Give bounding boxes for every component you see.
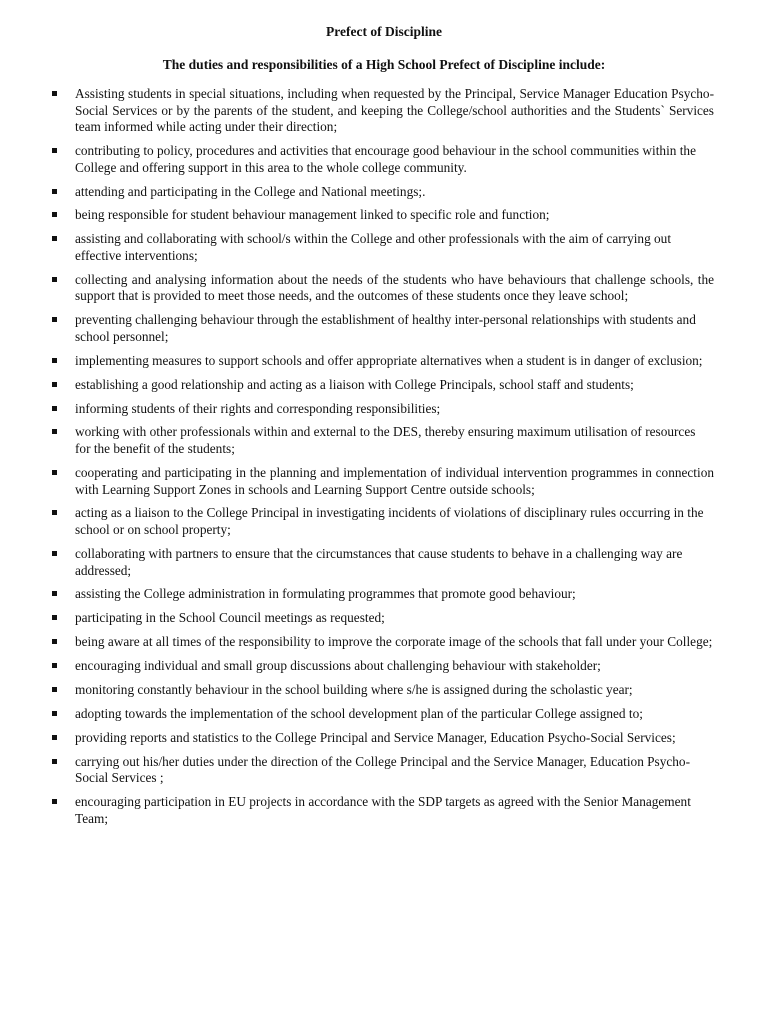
page-subtitle: The duties and responsibilities of a High School Prefect of Discipline include: — [162, 57, 606, 72]
list-item — [52, 424, 714, 457]
bullet-icon — [52, 639, 57, 644]
list-item-text: monitoring constantly behaviour in the school building where s/he is assigned during the scholastic year; — [75, 681, 633, 697]
list-item-text: establishing a good relationship and acting as a liaison with College Principals, school staff and students; — [75, 376, 634, 392]
list-item-text: providing reports and statistics to the College Principal and Service Manager, Education Psycho-Social Services; — [75, 729, 676, 745]
list-item-text: working with other professionals within and external to the DES, thereby ensuring maximum utilisation of resources for the benefit of the students; — [75, 424, 696, 457]
bullet-icon — [52, 91, 57, 96]
list-item — [52, 207, 714, 224]
list-item-text: Assisting students in special situations, including when requested by the Principal, Service Manager Education Psycho-Social Services or by the parents of the student, and keeping the College/school authorities and the Students` Services team informed while acting under their direction; — [75, 86, 714, 135]
list-item — [52, 505, 714, 538]
bullet-icon — [52, 735, 57, 740]
bullet-icon — [52, 189, 57, 194]
list-item-text: being responsible for student behaviour management linked to specific role and function; — [75, 207, 550, 223]
list-item — [52, 231, 714, 264]
list-item — [52, 658, 714, 675]
bullet-icon — [52, 510, 57, 515]
list-item-text: contributing to policy, procedures and activities that encourage good behaviour in the school communities within the College and offering support in this area to the whole college community. — [75, 143, 696, 175]
bullet-icon — [52, 470, 57, 475]
list-item — [52, 272, 714, 305]
list-item-text: adopting towards the implementation of the school development plan of the particular College assigned to; — [75, 705, 643, 721]
list-item — [52, 706, 714, 723]
list-item — [52, 754, 714, 787]
bullet-icon — [52, 615, 57, 620]
list-item-text: acting as a liaison to the College Principal in investigating incidents of violations of disciplinary rules occurring in the school or on school property; — [75, 505, 704, 538]
list-item-text: encouraging participation in EU projects in accordance with the SDP targets as agreed with the Senior Management Team; — [75, 794, 691, 826]
bullet-icon — [52, 799, 57, 804]
list-item — [52, 312, 714, 345]
bullet-icon — [52, 759, 57, 764]
list-item-text: implementing measures to support schools and offer appropriate alternatives when a student is in danger of exclusion; — [75, 352, 703, 368]
list-item — [52, 377, 714, 394]
bullet-icon — [52, 406, 57, 411]
bullet-icon — [52, 711, 57, 716]
list-item — [52, 86, 714, 136]
list-item-text: cooperating and participating in the planning and implementation of individual intervention programmes in connection with Learning Support Zones in schools and Learning Support Centre outside schools; — [75, 464, 714, 497]
list-item-text: being aware at all times of the responsibility to improve the corporate image of the schools that fall under your College; — [75, 634, 713, 650]
list-item-text: assisting and collaborating with school/s within the College and other professionals with the aim of carrying out effective interventions; — [75, 231, 672, 263]
list-item-text: preventing challenging behaviour through the establishment of healthy inter-personal relationships with students and school personnel; — [75, 312, 696, 344]
list-item-text: encouraging individual and small group discussions about challenging behaviour with stakeholder; — [75, 658, 601, 674]
list-item — [52, 184, 714, 201]
list-item-text: assisting the College administration in formulating programmes that promote good behaviour; — [75, 586, 576, 602]
list-item — [52, 610, 714, 627]
list-item-text: participating in the School Council meetings as requested; — [75, 610, 385, 626]
list-item — [52, 682, 714, 699]
list-item-text: collaborating with partners to ensure that the circumstances that cause students to behave in a challenging way are addressed; — [75, 545, 683, 578]
bullet-icon — [52, 236, 57, 241]
list-item — [52, 143, 714, 176]
list-item-text: informing students of their rights and corresponding responsibilities; — [75, 400, 441, 416]
bullet-icon — [52, 382, 57, 387]
list-item — [52, 546, 714, 579]
bullet-icon — [52, 429, 57, 434]
list-item — [52, 465, 714, 498]
list-item — [52, 794, 714, 827]
bullet-icon — [52, 148, 57, 153]
bullet-icon — [52, 212, 57, 217]
bullet-icon — [52, 687, 57, 692]
bullet-icon — [52, 358, 57, 363]
bullet-icon — [52, 663, 57, 668]
bullet-icon — [52, 591, 57, 596]
page-title: Prefect of Discipline — [326, 24, 442, 39]
list-item — [52, 353, 714, 370]
duties-list — [52, 86, 714, 835]
list-item — [52, 730, 714, 747]
bullet-icon — [52, 317, 57, 322]
bullet-icon — [52, 551, 57, 556]
list-item-text: carrying out his/her duties under the direction of the College Principal and the Service Manager, Education Psycho-Social Services ; — [75, 753, 691, 786]
list-item-text: attending and participating in the College and National meetings;. — [75, 183, 426, 199]
bullet-icon — [52, 277, 57, 282]
list-item — [52, 634, 714, 651]
list-item-text: collecting and analysing information about the needs of the students who have behaviours that challenge schools, the support that is provided to meet those needs, and the outcomes of these students once they leave school; — [75, 271, 714, 304]
list-item — [52, 586, 714, 603]
list-item — [52, 401, 714, 418]
